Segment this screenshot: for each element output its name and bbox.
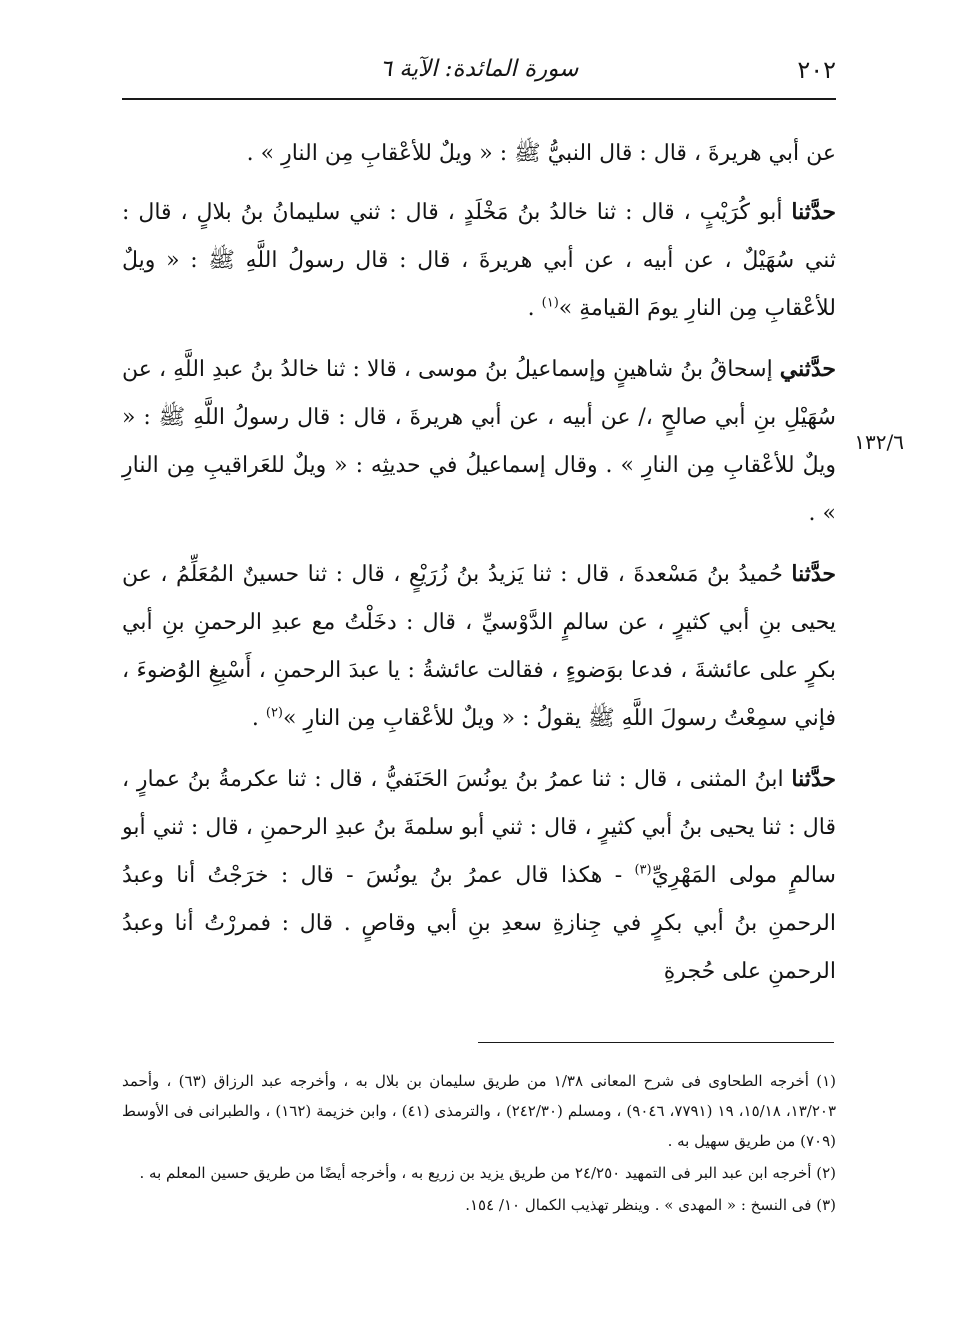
margin-reference: ١٣٢/٦ bbox=[854, 430, 904, 454]
footnote-1: (١) أخرجه الطحاوى فى شرح المعانى ١/٣٨ من طريق سليمان بن بلال به ، وأخرجه عبد الرزاق (٦٣) ، وأحمد ١٣/٢٠٣، ١٥/١٨، ١٩ (٧٧٩١، ٩٠٤٦) ، ومسلم (٢٤٢/٣٠) ، والترمذى (٤١) ، وابن خزيمة (١٦٢) ، والطبرانى فى الأوسط (٧٠٩) من طريق سهيل به . bbox=[122, 1072, 837, 1150]
narration-lead: حدَّثنا bbox=[791, 766, 836, 792]
footnote-ref[interactable]: (٣) bbox=[634, 862, 652, 878]
paragraph-text: إسحاقُ بنُ شاهينٍ وإسماعيلُ بنُ موسى ، قالا : ثنا خالدُ بنُ عبدِ اللَّهِ ، عن سُهَيْلِ بنِ أبي صالحٍ ،/ عن أبيه ، عن أبي هريرةَ ، قال : قال رسولُ اللَّهِ ﷺ : « ويلٌ للأعْقابِ مِن النارِ » . وقال إسماعيلُ في حديثِه : « ويلٌ للعَراقيبِ مِن النارِ » . bbox=[122, 357, 836, 526]
running-title: سورة المائدة: الآية ٦ bbox=[379, 56, 579, 82]
footnote-2: (٢) أخرجه ابن عبد البر فى التمهيد ٢٤/٢٥٠ من طريق يزيد بن زريع به ، وأخرجه أيضًا من طريق حسين المعلم به . bbox=[139, 1164, 836, 1182]
paragraph-1 bbox=[122, 130, 836, 178]
footnote-ref[interactable]: (١) bbox=[541, 295, 559, 311]
paragraph-tail: - هكذا قال عمرُ بنُ يونُسَ - قال : خرَجْتُ أنا وعبدُ الرحمنِ بنُ أبي بكرٍ في جِنازةِ سعدِ بنِ أبي وقاصٍ . قال : فمررْتُ أنا وعبدُ الرحمنِ على حُجرةِ bbox=[122, 863, 836, 984]
paragraph-text: أبو كُرَيْبٍ ، قال : ثنا خالدُ بنُ مَخْلَدٍ ، قال : ثني سليمانُ بنُ بلالٍ ، قال : ثني سُهَيْلٌ ، عن أبيه ، عن أبي هريرةَ ، قال : قال رسولُ اللَّهِ ﷺ : « ويلٌ للأعْقابِ مِن النارِ يومَ القيامةِ » bbox=[122, 200, 836, 321]
main-text bbox=[122, 130, 836, 1008]
narration-lead: حدَّثني bbox=[779, 356, 836, 382]
footnote-ref[interactable]: (٢) bbox=[265, 705, 283, 721]
footnote-separator bbox=[478, 1042, 834, 1043]
page-header bbox=[122, 52, 836, 100]
paragraph-4 bbox=[122, 550, 836, 743]
paragraph-5 bbox=[122, 755, 836, 996]
narration-lead: حدَّثنا bbox=[791, 199, 836, 225]
footnote-3: (٣) فى النسخ : « المهدى » . وينظر تهذيب الكمال ١٠/ ١٥٤. bbox=[465, 1196, 836, 1214]
paragraph-3 bbox=[122, 345, 836, 538]
paragraph-2 bbox=[122, 188, 836, 333]
page-number: ٢٠٢ bbox=[797, 56, 836, 84]
narration-lead: حدَّثنا bbox=[791, 561, 836, 587]
paragraph-text: حُميدُ بنُ مَسْعدةَ ، قال : ثنا يَزيدُ بنُ زُرَيْعٍ ، قال : ثنا حسينٌ المُعَلِّمُ ، عن يحيى بنِ أبي كثيرٍ ، عن سالمٍ الدَّوْسيِّ ، قال : دخَلْتُ مع عبدِ الرحمنِ بنِ أبي بكرٍ على عائشةَ ، فدعا بوَضوءٍ ، فقالت عائشةُ : يا عبدَ الرحمنِ ، أَسْبِغِ الوُضوءَ ، فإني سمِعْتُ رسولَ اللَّهِ ﷺ يقولُ : « ويلٌ للأعْقابِ مِن النارِ » bbox=[122, 562, 836, 731]
footnotes bbox=[122, 1066, 836, 1222]
paragraph-tail: . bbox=[251, 706, 266, 731]
paragraph-tail: . bbox=[527, 296, 542, 321]
paragraph-text: عن أبي هريرةَ ، قال : قال النبيُّ ﷺ : « ويلٌ للأعْقابِ مِن النارِ » . bbox=[246, 141, 836, 166]
paragraph-text: ابنُ المثنى ، قال : ثنا عمرُ بنُ يونُسَ الحَنَفيُّ ، قال : ثنا عكرمةُ بنُ عمارٍ ، قال : ثنا يحيى بنُ أبي كثيرٍ ، قال : ثني أبو سلمةَ بنُ عبدِ الرحمنِ ، قال : ثني أبو سالمٍ مولى المَهْرِيِّ bbox=[122, 767, 836, 888]
